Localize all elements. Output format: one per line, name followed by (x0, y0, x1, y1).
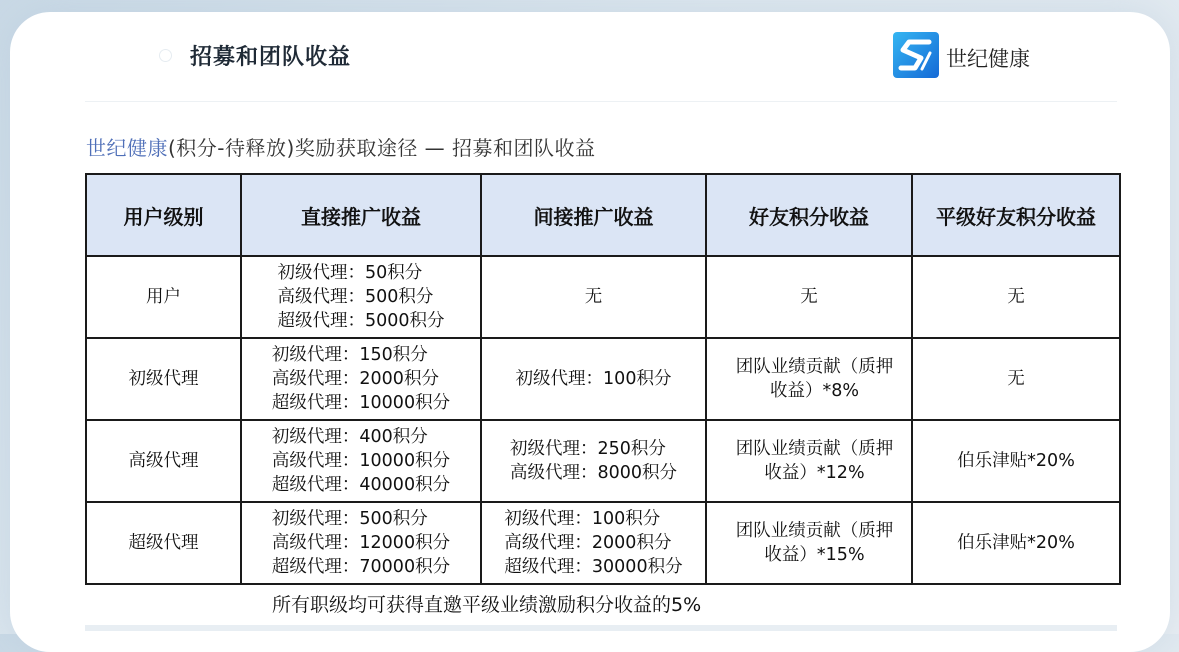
direct-cell (241, 502, 481, 584)
indirect-line: 超级代理：30000积分 (504, 557, 683, 577)
direct-line: 超级代理：70000积分 (271, 557, 451, 577)
section-title: 招募和团队收益 (190, 45, 352, 70)
header-indirect: 间接推广收益 (481, 174, 706, 256)
indirect-line: 高级代理：2000积分 (504, 533, 672, 553)
friend-line: 收益）*12% (764, 463, 865, 483)
bullet-dot (160, 50, 171, 61)
subtitle-accent: 世纪健康 (86, 136, 168, 160)
table-row (86, 256, 1120, 338)
direct-cell (241, 256, 481, 338)
direct-line: 高级代理：500积分 (277, 287, 434, 307)
reward-table (85, 173, 1121, 585)
header-peer: 平级好友积分收益 (912, 174, 1120, 256)
peer-cell: 无 (912, 256, 1120, 338)
subtitle-rest: (积分-待释放)奖励获取途径 — 招募和团队收益 (168, 136, 596, 160)
friend-line: 团队业绩贡献（质押 (735, 357, 894, 377)
indirect-cell: 无 (481, 256, 706, 338)
level-cell: 用户 (86, 256, 241, 338)
direct-line: 超级代理：40000积分 (271, 475, 451, 495)
level-cell: 高级代理 (86, 420, 241, 502)
friend-line: 收益）*15% (764, 545, 865, 565)
direct-line: 超级代理：5000积分 (277, 311, 445, 331)
peer-cell: 伯乐津贴*20% (912, 502, 1120, 584)
table-row (86, 420, 1120, 502)
friend-cell (706, 420, 912, 502)
direct-line: 初级代理：50积分 (277, 263, 423, 283)
header-divider (85, 101, 1117, 102)
peer-cell: 无 (912, 338, 1120, 420)
direct-line: 初级代理：500积分 (271, 509, 428, 529)
brand-name: 世纪健康 (946, 47, 1030, 71)
header-friend: 好友积分收益 (706, 174, 912, 256)
level-cell: 超级代理 (86, 502, 241, 584)
subtitle (86, 132, 596, 161)
footnote: 所有职级均可获得直邀平级业绩激励积分收益的5% (272, 594, 702, 616)
header-level: 用户级别 (86, 174, 241, 256)
direct-cell (241, 420, 481, 502)
s-logo-icon (892, 31, 940, 79)
friend-cell: 无 (706, 256, 912, 338)
direct-line: 超级代理：10000积分 (271, 393, 451, 413)
peer-cell: 伯乐津贴*20% (912, 420, 1120, 502)
friend-cell (706, 338, 912, 420)
indirect-cell (481, 420, 706, 502)
friend-line: 团队业绩贡献（质押 (735, 521, 894, 541)
level-cell: 初级代理 (86, 338, 241, 420)
indirect-line: 初级代理：100积分 (504, 509, 661, 529)
header-direct: 直接推广收益 (241, 174, 481, 256)
friend-line: 收益）*8% (769, 381, 859, 401)
indirect-cell (481, 502, 706, 584)
direct-cell (241, 338, 481, 420)
bottom-divider (85, 625, 1117, 631)
direct-line: 高级代理：10000积分 (271, 451, 451, 471)
indirect-line: 高级代理：8000积分 (509, 463, 678, 483)
indirect-line: 初级代理：250积分 (509, 439, 666, 459)
table-header-row (86, 174, 1120, 256)
direct-line: 高级代理：2000积分 (271, 369, 439, 389)
indirect-cell: 初级代理：100积分 (481, 338, 706, 420)
table-row (86, 502, 1120, 584)
direct-line: 初级代理：150积分 (271, 345, 428, 365)
friend-line: 团队业绩贡献（质押 (735, 439, 894, 459)
table-row (86, 338, 1120, 420)
friend-cell (706, 502, 912, 584)
direct-line: 高级代理：12000积分 (271, 533, 451, 553)
direct-line: 初级代理：400积分 (271, 427, 428, 447)
